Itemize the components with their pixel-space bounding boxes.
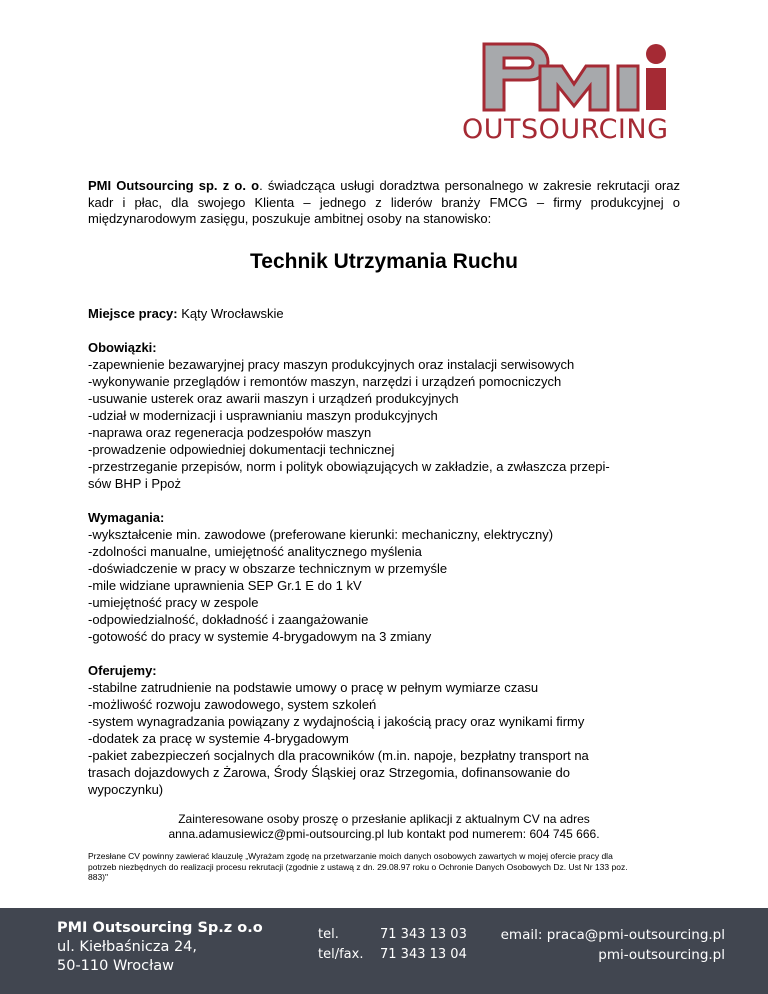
company-name: PMI Outsourcing sp. z o. o [88, 178, 260, 193]
list-item: -pakiet zabezpieczeń socjalnych dla pracowników (m.in. napoje, bezpłatny transport na [88, 748, 589, 763]
fax-label: tel/fax. [318, 947, 364, 962]
list-item: -możliwość rozwoju zawodowego, system szkoleń [88, 697, 377, 712]
footer-company: PMI Outsourcing Sp.z o.o [57, 920, 263, 936]
footer-phones [318, 925, 467, 965]
list-item: -zdolności manualne, umiejętność analitycznego myślenia [88, 544, 422, 559]
duties-heading: Obowiązki: [88, 340, 157, 355]
list-item: -udział w modernizacji i usprawnianiu maszyn produkcyjnych [88, 408, 438, 423]
footer-city: 50-110 Wrocław [57, 958, 175, 974]
location-value: Kąty Wrocławskie [181, 306, 284, 321]
list-item: -stabilne zatrudnienie na podstawie umowy o pracę w pełnym wymiarze czasu [88, 680, 539, 695]
offer-section [88, 662, 688, 798]
job-details [88, 305, 688, 798]
list-item: -dodatek za pracę w systemie 4-brygadowym [88, 731, 349, 746]
list-item: -wykształcenie min. zawodowe (preferowane kierunki: mechaniczny, elektryczny) [88, 527, 554, 542]
contact-info [88, 812, 680, 842]
list-item: -przestrzeganie przepisów, norm i polityk obowiązujących w zakładzie, a zwłaszcza przepi- [88, 459, 610, 474]
footer-street: ul. Kiełbaśnicza 24, [57, 939, 198, 955]
location-line [88, 305, 688, 322]
footer-web [501, 925, 725, 965]
intro-paragraph [88, 178, 680, 228]
list-item: -naprawa oraz regeneracja podzespołów maszyn [88, 425, 372, 440]
tel-label: tel. [318, 927, 339, 942]
location-label: Miejsce pracy: [88, 306, 178, 321]
footer-address [57, 919, 263, 976]
footer-email[interactable]: email: praca@pmi-outsourcing.pl [500, 927, 725, 943]
list-item: wypoczynku) [88, 782, 164, 797]
pmi-logo-mark [470, 36, 680, 116]
list-item: -gotowość do pracy w systemie 4-brygadowym na 3 zmiany [88, 629, 432, 644]
list-item: -zapewnienie bezawaryjnej pracy maszyn produkcyjnych oraz instalacji serwisowych [88, 357, 575, 372]
list-item: -wykonywanie przeglądów i remontów maszyn, narzędzi i urządzeń pomocniczych [88, 374, 562, 389]
offer-heading: Oferujemy: [88, 663, 157, 678]
list-item: -prowadzenie odpowiedniej dokumentacji technicznej [88, 442, 395, 457]
requirements-section [88, 509, 688, 645]
duties-section [88, 339, 688, 492]
list-item: -mile widziane uprawnienia SEP Gr.1 E do 1 kV [88, 578, 362, 593]
gdpr-clause: Przesłane CV powinny zawierać klauzulę „Wyrażam zgodę na przetwarzanie moich danych osobowych zawartych w mojej ofercie pracy dla potrzeb niezbędnych do realizacji procesu rekrutacji (zgodnie z ustawą z dn. 29.08.97 roku o Ochronie Danych Osobowych Dz. Ust Nr 133 poz. 883)" [88, 851, 628, 882]
list-item: -odpowiedzialność, dokładność i zaangażowanie [88, 612, 369, 627]
contact-line-1: Zainteresowane osoby proszę o przesłanie aplikacji z aktualnym CV na adres [178, 812, 590, 826]
list-item: -umiejętność pracy w zespole [88, 595, 259, 610]
footer-website[interactable]: pmi-outsourcing.pl [598, 947, 725, 963]
footer [0, 908, 768, 994]
intro-text: . świadcząca usługi doradztwa personalnego w zakresie rekrutacji oraz kadr i płac, dla swojego Klienta – jednego z liderów branży FMCG – firmy produkcyjnej o międzynarodowym zasięgu, poszukuje ambitnej osoby na stanowisko: [88, 178, 680, 226]
logo-caption: OUTSOURCING [462, 114, 669, 145]
list-item: -doświadczenie w pracy w obszarze technicznym w przemyśle [88, 561, 448, 576]
list-item: trasach dojazdowych z Żarowa, Środy Śląskiej oraz Strzegomia, dofinansowanie do [88, 765, 570, 780]
list-item: -system wynagradzania powiązany z wydajnością i jakością pracy oraz wynikami firmy [88, 714, 585, 729]
list-item: -usuwanie usterek oraz awarii maszyn i urządzeń produkcyjnych [88, 391, 459, 406]
contact-line-2: anna.adamusiewicz@pmi-outsourcing.pl lub kontakt pod numerem: 604 745 666. [168, 827, 600, 841]
job-title: Technik Utrzymania Ruchu [250, 250, 518, 273]
list-item: sów BHP i Ppoż [88, 476, 181, 491]
requirements-heading: Wymagania: [88, 510, 165, 525]
tel-number[interactable]: 71 343 13 03 [380, 927, 467, 942]
fax-number[interactable]: 71 343 13 04 [380, 947, 467, 962]
